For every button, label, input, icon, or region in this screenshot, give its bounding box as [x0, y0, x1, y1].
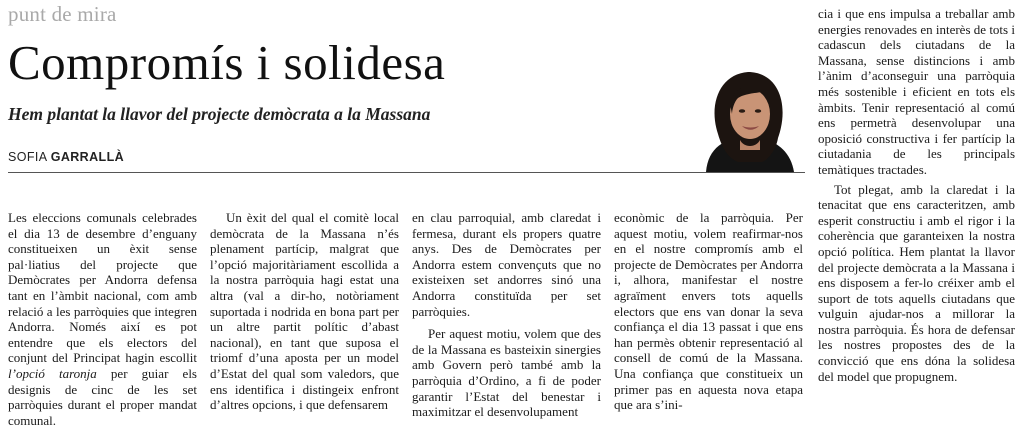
author-first-name: SOFIA — [8, 150, 51, 164]
paragraph: Tot plegat, amb la claredat i la tenacitat que ens caracteritzen, amb esperit constructiu i amb el rigor i la coherència que garanteixen la nostra opció política. Hem plantat la llavor del projecte demòcrata a la Massana i ens disposem a fer-lo créixer amb el suport de tots aquells ciutadans que vulguin ajudar-nos a millorar la nostra parròquia. És hora de defensar les nostres propostes des de la convicció que ens dóna la solidesa del model que propugnem. — [818, 181, 1015, 384]
emphasis-text: l’opció taronja — [8, 365, 97, 381]
body-column-2 — [210, 210, 399, 413]
paragraph: en clau parroquial, amb claredat i fermesa, durant els propers quatre anys. Des de Demòcrates per Andorra estem convençuts que no existeixen set andorres sinó una Andorra constituïda per set parròquies. — [412, 210, 601, 319]
body-column-1 — [8, 210, 197, 428]
paragraph: Per aquest motiu, volem que des de la Massana es basteixin sinergies amb Govern però també amb la parròquia d’Ordino, a fi de poder garantir l’Estat del benestar i maximitzar el desenvolupament — [412, 326, 601, 420]
author-last-name: GARRALLÀ — [50, 150, 125, 164]
byline-divider — [8, 172, 805, 173]
body-column-5 — [818, 6, 1015, 384]
author-photo — [694, 64, 802, 172]
paragraph: cia i que ens impulsa a treballar amb energies renovades en interès de tots i cadascun dels ciutadans de la Massana, sense distincions i amb l’ànim d’aconseguir una parròquia més sostenible i eficient en tots els àmbits. Tenir representació al comú ens permetrà desenvolupar una oposició constructiva i fer partícip la ciutadania de les principals temàtiques tractades. — [818, 6, 1015, 177]
paragraph: econòmic de la parròquia. Per aquest motiu, volem reafirmar-nos en el nostre compromís amb el projecte de Demòcrates per Andorra i, alhora, manifestar el nostre agraïment envers tots aquells electors que ens van donar la seva confiança el dia 13 passat i que ens han permès obtenir representació al consell de comú de la Massana. Una confiança que constitueix un primer pas en aquesta nova etapa que ara s’ini- — [614, 210, 803, 413]
byline — [8, 150, 124, 164]
body-column-3 — [412, 210, 601, 420]
section-tag: punt de mira — [8, 2, 117, 26]
paragraph: Les eleccions comunals celebrades el dia 13 de desembre d’enguany constitueixen un èxit sense pal·liatius del projecte que Demòcrates per Andorra defensa tant en l’àmbit nacional, com amb relació a les parròquies que integren Andorra. Només així es pot entendre que els electors del conjunt del Principat hagin escollit l’opció taronja per guiar els designis de cinc de les set parròquies durant el proper mandat comunal. — [8, 210, 197, 428]
body-column-4 — [614, 210, 803, 413]
paragraph: Un èxit del qual el comitè local demòcrata de la Massana n’és plenament partícip, malgrat que l’opció majoritàriament escollida a la nostra parròquia hagi estat una altra (val a dir-ho, notòriament suportada i nodrida en bona part per un altre partit polític d’abast nacional), en tant que suposa el triomf d’una aposta per un model d’Estat del qual som valedors, que ens identifica i distingeix enfront d’altres opcions, i que defensarem — [210, 210, 399, 413]
subtitle: Hem plantat la llavor del projecte demòcrata a la Massana — [8, 104, 431, 124]
headline: Compromís i solidesa — [8, 35, 446, 90]
